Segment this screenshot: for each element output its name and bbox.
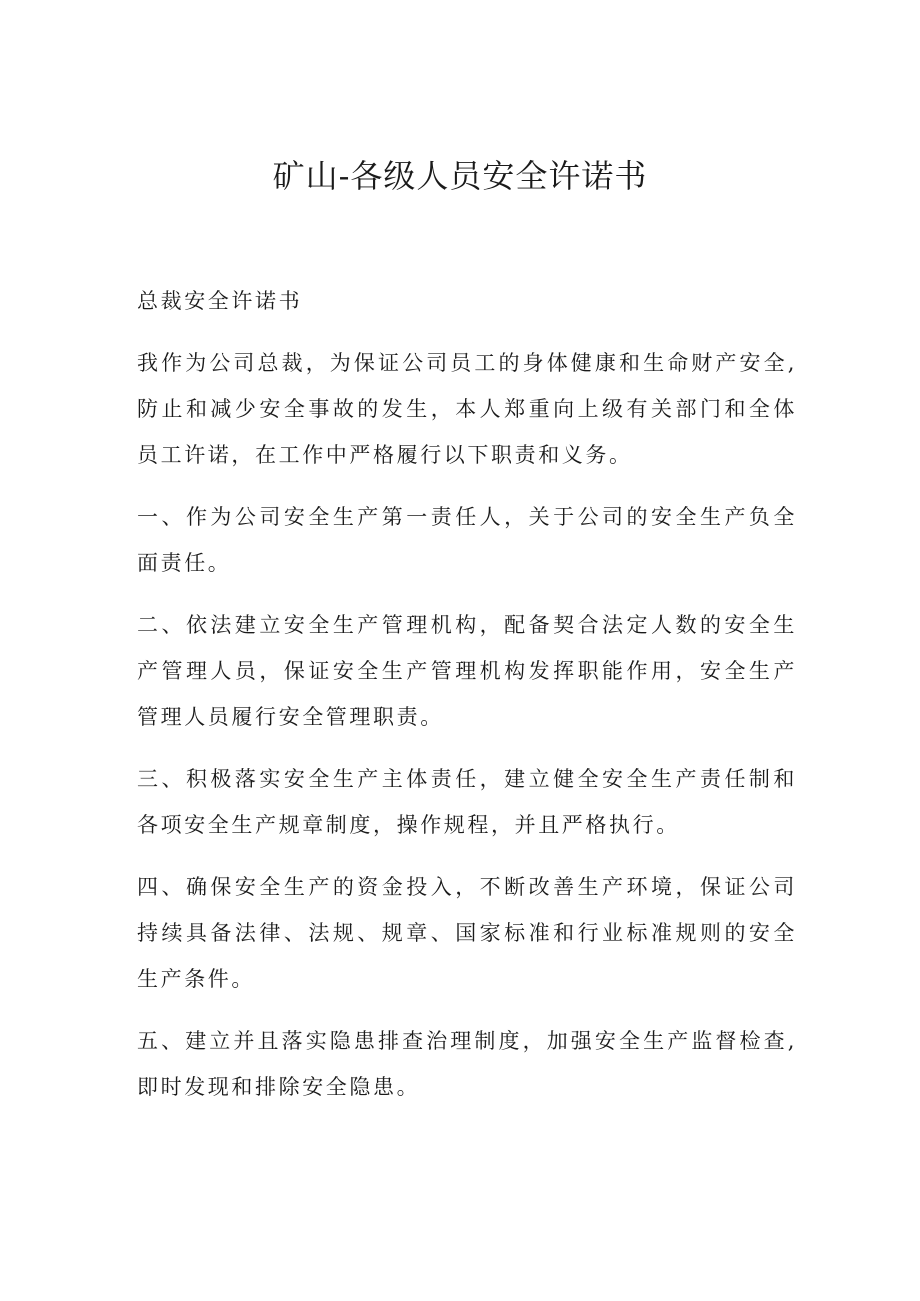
subtitle-paragraph: 总裁安全许诺书 bbox=[137, 289, 303, 313]
clause-5-paragraph: 五、建立并且落实隐患排查治理制度，加强安全生产监督检查,即时发现和排除安全隐患。 bbox=[137, 1029, 797, 1099]
intro-paragraph: 我作为公司总裁，为保证公司员工的身体健康和生命财产安全,防止和减少安全事故的发生，本人郑重向上级有关部门和全体员工许诺，在工作中严格履行以下职责和义务。 bbox=[137, 351, 797, 467]
clause-3-paragraph: 三、积极落实安全生产主体责任，建立健全安全生产责任制和各项安全生产规章制度，操作规程，并且严格执行。 bbox=[137, 767, 797, 837]
clause-2-paragraph: 二、依法建立安全生产管理机构，配备契合法定人数的安全生产管理人员，保证安全生产管理机构发挥职能作用，安全生产管理人员履行安全管理职责。 bbox=[137, 613, 797, 729]
clause-1-paragraph: 一、作为公司安全生产第一责任人，关于公司的安全生产负全面责任。 bbox=[137, 505, 797, 575]
document-title: 矿山-各级人员安全许诺书 bbox=[272, 157, 648, 195]
clause-4-paragraph: 四、确保安全生产的资金投入，不断改善生产环境，保证公司持续具备法律、法规、规章、国家标准和行业标准规则的安全生产条件。 bbox=[137, 875, 797, 991]
document-body bbox=[137, 278, 797, 1126]
